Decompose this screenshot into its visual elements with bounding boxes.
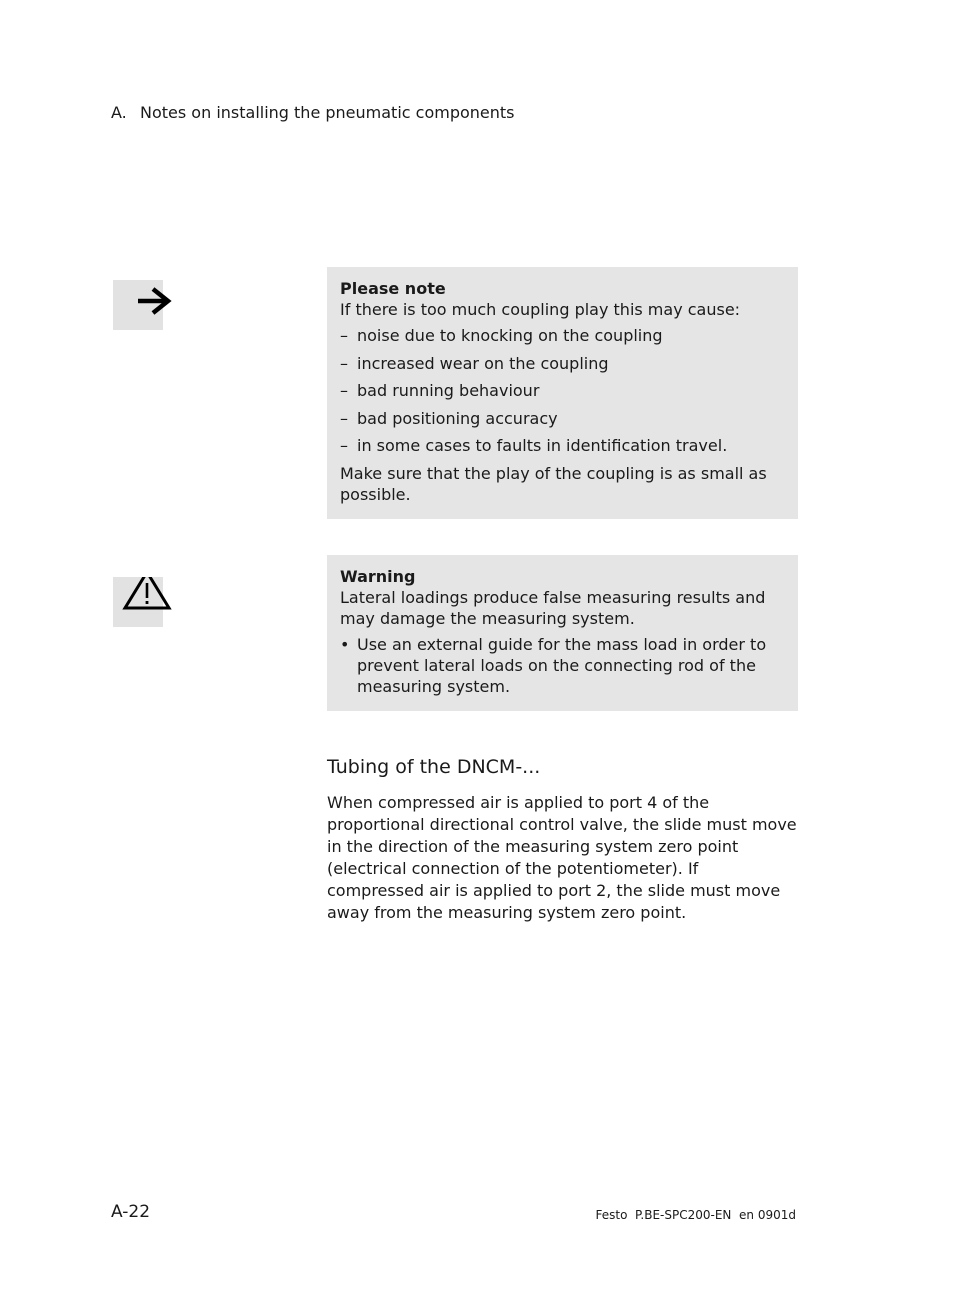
dash-marker: – (340, 326, 348, 345)
tubing-body: When compressed air is applied to port 4 of the proportional directional control valve, the slide must move in the direction of the measuring system zero point (electrical connection of the potentiometer). If compressed air is applied to port 2, the slide must move away from the measuring system zero point. (327, 793, 797, 922)
dash-marker: – (340, 408, 348, 428)
page-header (111, 103, 515, 122)
list-item-text: bad running behaviour (357, 381, 540, 400)
bullet-marker: • (340, 635, 350, 654)
list-item (340, 325, 784, 346)
warning-intro: Lateral loadings produce false measuring results and may damage the measuring system. (340, 588, 766, 628)
section-title: Notes on installing the pneumatic components (140, 103, 515, 122)
list-item-text: Use an external guide for the mass load in order to prevent lateral loads on the connecting rod of the measuring system. (357, 635, 767, 696)
note-closing: Make sure that the play of the coupling is as small as possible. (340, 463, 767, 504)
list-item-text: noise due to knocking on the coupling (357, 326, 663, 345)
dash-marker: – (340, 353, 348, 373)
dash-marker: – (340, 436, 348, 455)
note-title: Please note (340, 279, 446, 298)
note-intro: If there is too much coupling play this may cause: (340, 300, 741, 319)
section-number: A. (111, 103, 127, 122)
note-list (340, 325, 784, 456)
list-item-text: increased wear on the coupling (357, 353, 609, 373)
please-note-box (327, 267, 798, 519)
list-item (340, 435, 784, 456)
arrow-right-icon (113, 280, 175, 330)
note-icon-box (113, 280, 163, 330)
warning-list (340, 634, 784, 697)
list-item (340, 634, 784, 697)
warning-icon-box (113, 577, 163, 627)
dash-marker: – (340, 381, 348, 400)
list-item (340, 353, 784, 374)
list-item (340, 408, 784, 429)
page-number: A-22 (111, 1202, 151, 1222)
warning-box (327, 555, 798, 711)
list-item-text: bad positioning accuracy (357, 408, 558, 428)
list-item-text: in some cases to faults in identification travel. (357, 436, 728, 455)
warning-triangle-icon (113, 577, 175, 627)
warning-title: Warning (340, 567, 416, 586)
list-item (340, 380, 784, 401)
tubing-title: Tubing of the DNCM-... (327, 756, 541, 778)
document-id: Festo P.BE-SPC200-EN en 0901d (595, 1208, 796, 1222)
